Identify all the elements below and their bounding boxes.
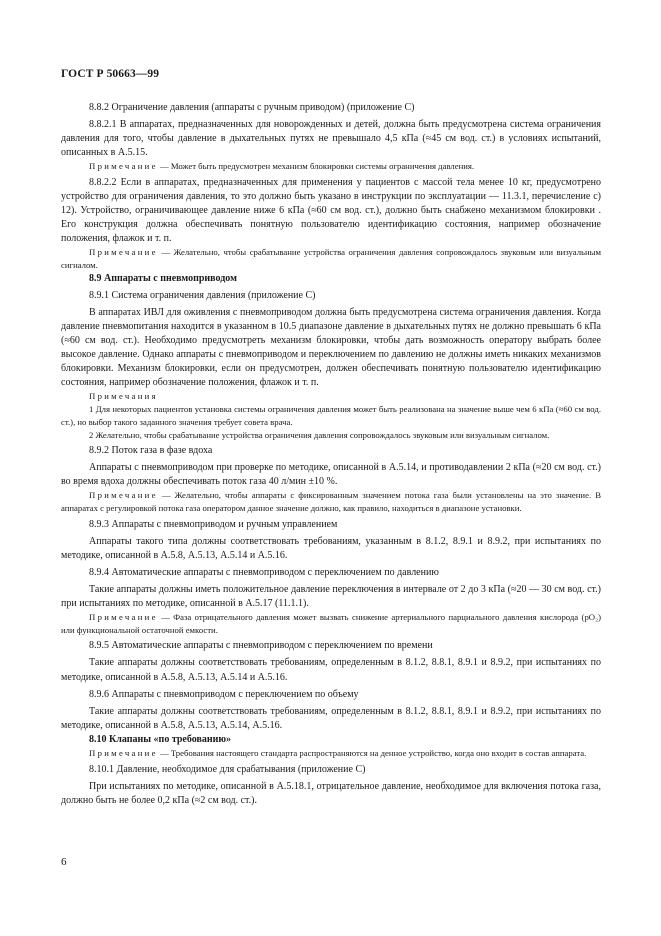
body-paragraph: Такие аппараты должны иметь положительное давление переключения в интервале от 2 до 3 кПа (≈20 — 30 см вод. ст.) при испытаниях по методике, описанной в А.5.17 (11.1.1). [61,584,601,610]
body-paragraph: 8.10.1 Давление, необходимое для срабатывания (приложение С) [89,763,366,775]
note-paragraph [61,611,601,636]
body-paragraph: 8.9.3 Аппараты с пневмоприводом и ручным управлением [89,518,338,530]
note-paragraph [61,747,601,760]
body-paragraph: 8.9.2 Поток газа в фазе вдоха [89,445,213,457]
body-paragraph: 8.9.6 Аппараты с пневмоприводом с переключением по объему [89,688,359,700]
note-text: — Желательно, чтобы аппараты с фиксированным значением потока газа были установлены на это значение. В аппаратах с регулировкой потока газа оператором данное значение должно, как правило, находиться в диапазоне установки. [61,490,601,514]
body-paragraph: 8.8.2 Ограничение давления (аппараты с ручным приводом) (приложение С) [89,102,415,113]
body-paragraph: 8.9.5 Автоматические аппараты с пневмоприводом с переключением по времени [89,640,433,652]
note-paragraph [61,489,601,514]
note-paragraph [61,429,601,442]
note-paragraph [61,160,601,173]
section-heading: 8.10 Клапаны «по требованию» [89,733,232,745]
note-text: 1 Для некоторых пациентов установка системы ограничения давления может быть реализована на значение выше чем 6 кПа (≈60 см вод. ст.), но выбор такого заданного значения требует совета врача. [61,404,601,427]
note-label: Примечание [89,490,158,501]
body-paragraph: Такие аппараты должны соответствовать требованиям, определенным в 8.1.2, 8.8.1, 8.9.1 и 8.9.2, при испытаниях по методике, описанной в А.5.8, А.5.13, А.5.14, А.5.16. [61,705,601,731]
body-paragraph: 8.9.4 Автоматические аппараты с пневмоприводом с переключением по давлению [89,566,439,578]
document-body [61,98,601,808]
body-paragraph: Аппараты такого типа должны соответствовать требованиям, указанным в 8.1.2, 8.9.1 и 8.9.2, при испытаниях по методике, описанной в А.5.8, А.5.13, А.5.14 и А.5.16. [61,535,601,561]
note-label: Примечание [89,748,158,759]
note-label: Примечание [89,247,158,258]
body-paragraph: Такие аппараты должны соответствовать требованиям, определенным в 8.1.2, 8.8.1, 8.9.1 и 8.9.2, при испытаниях по методике, описанной в А.5.8, А.5.13, А.5.14 и А.5.16. [61,657,601,683]
note-text: — Может быть предусмотрен механизм блокировки системы ограничения давления. [157,161,475,172]
body-paragraph: 8.8.2.2 Если в аппаратах, предназначенных для применения у пациентов с массой тела менее 10 кг, предусмотрено устройство для ограничения давления, то это должно быть указано в инструкции по эксплуатации — 11.3.1, перечисление с) 12). Устройство, ограничивающее давление ниже 6 кПа (≈60 см вод. ст.), должно быть снабжено механизмом блокировки . Его конструкция должна обеспечивать понятную пользователю идентификацию состояния, например обозначение положения, флажок и т. п. [61,176,601,245]
note-text: 2 Желательно, чтобы срабатывание устройства ограничения давления сопровождалось звуковым или визуальным сигналом. [89,429,550,440]
section-heading: 8.9 Аппараты с пневмоприводом [89,272,237,284]
page-number: 6 [61,856,67,868]
note-text: — Фаза отрицательного давления может вызвать снижение артериального парциального давления кислорода (pO₂) или функциональной остаточной емкости. [61,612,601,635]
body-paragraph: 8.8.2.1 В аппаратах, предназначенных для новорожденных и детей, должна быть предусмотрена система ограничения давления для того, чтобы давление в дыхательных путях не превышало 4,5 кПа (≈45 см вод. ст.) в условиях испытаний, описанных в А.5.15. [61,119,601,159]
note-label: Примечание [89,612,158,623]
note-text: — Требования настоящего стандарта распространяются на денное устройство, когда оно входит в состав аппарата. [157,748,587,759]
body-paragraph: В аппаратах ИВЛ для оживления с пневмоприводом должна быть предусмотрена система ограничения давления. Когда давление пневмопитания находится в указанном в 10.5 диапазоне давление в дыхательных путях не должно превышать 6 кПа (≈60 см вод. ст.). Необходимо предусмотреть механизм блокировки, чтобы дать возможность оператору выбрать более высокое давление. Однако аппараты с пневмоприводом и переключением по давлению не должны иметь никаких механизмов блокировки. Механизм блокировки, если он предусмотрен, должен обеспечивать понятную пользователю идентификацию состояния, например обозначение положения, флажок и т. п. [61,306,601,389]
notes-heading: Примечания [89,391,158,402]
note-text: — Желательно, чтобы срабатывание устройства ограничения давления сопровождалось звуковым или визуальным сигналом. [61,247,601,271]
note-paragraph [61,403,601,428]
document-header: ГОСТ Р 50663—99 [61,68,160,80]
body-paragraph: При испытаниях по методике, описанной в А.5.18.1, отрицательное давление, необходимое для включения потока газа, должно быть не более 0,2 кПа (≈2 см вод. ст.). [61,780,601,806]
note-label: Примечание [89,161,158,172]
body-paragraph: Аппараты с пневмоприводом при проверке по методике, описанной в А.5.14, и противодавлении 2 кПа (≈20 см вод. ст.) во время вдоха должны обеспечивать поток газа 40 л/мин ±10 %. [61,462,601,488]
body-paragraph: 8.9.1 Система ограничения давления (приложение С) [89,289,316,301]
note-paragraph [61,246,601,271]
